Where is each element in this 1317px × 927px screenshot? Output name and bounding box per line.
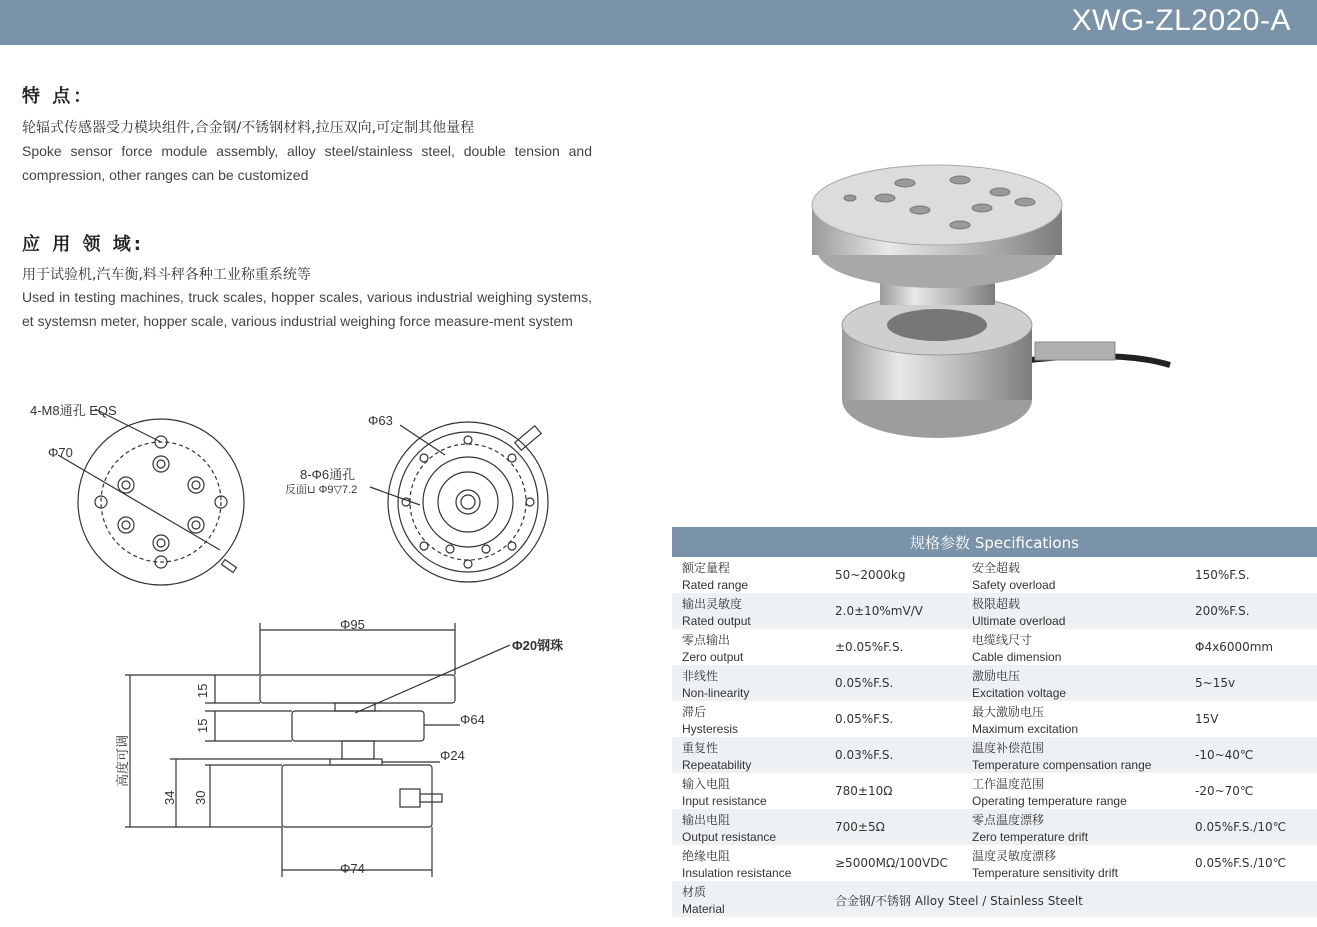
label-d24: Φ24 [440,748,465,763]
param-value: 780±10Ω [835,784,893,798]
param-label [682,812,776,846]
label-ball: Φ20钢珠 [512,638,564,653]
param-name-cn: 安全超载 [972,561,1021,575]
spec-row [672,845,1317,881]
param-value: 700±5Ω [835,820,885,834]
label-holes-2: 反面⊔ Φ9▽7.2 [285,484,358,496]
param-label [682,776,767,810]
param-name-en: Excitation voltage [972,686,1067,700]
param-name-en: Hysteresis [682,722,739,736]
label-15b: 15 [195,718,210,733]
material-value: 合金钢/不锈钢 Alloy Steel / Stainless Steelt [835,894,1083,908]
param-value: ±0.05%F.S. [835,640,904,654]
param-value: 5~15v [1195,676,1236,690]
param-name-en: Maximum excitation [972,722,1079,736]
applications-en: Used in testing machines, truck scales, hopper scales, various industrial weighing systems, et systemsn meter, hopper scale, various industrial weighing force measure-ment system [22,289,592,329]
param-name-en: Rated range [682,578,749,592]
param-name-en: Non-linearity [682,686,750,700]
spec-row [672,701,1317,737]
material-label-en: Material [682,902,725,916]
param-name-cn: 滞后 [682,705,707,719]
param-value: 2.0±10%mV/V [835,604,923,618]
features-en: Spoke sensor force module assembly, alloy steel/stainless steel, double tension and compression, other ranges can be customized [22,143,592,183]
param-name-en: Safety overload [972,578,1056,592]
label-d70: Φ70 [48,445,73,460]
param-name-en: Output resistance [682,830,777,844]
param-label [972,812,1088,846]
param-value: 50~2000kg [835,568,906,582]
param-value: 150%F.S. [1195,568,1250,582]
param-name-cn: 电缆线尺寸 [972,633,1033,647]
param-name-en: Input resistance [682,794,767,808]
label-m8: 4-M8通孔 EQS [30,403,117,418]
param-value: 0.05%F.S./10℃ [1195,856,1287,870]
param-value: 200%F.S. [1195,604,1250,618]
param-name-cn: 温度补偿范围 [972,741,1045,755]
label-holes-1: 8-Φ6通孔 [300,467,356,482]
param-name-cn: 非线性 [682,669,719,683]
param-label [682,632,743,666]
label-34: 34 [162,790,177,805]
param-label [972,740,1151,774]
param-name-cn: 激励电压 [972,669,1021,683]
applications-heading: 应 用 领 域: [22,234,144,255]
features-cn: 轮辐式传感器受力模块组件,合金钢/不锈钢材料,拉压双向,可定制其他量程 [22,120,475,136]
param-name-cn: 输出灵敏度 [682,597,743,611]
param-name-en: Zero temperature drift [972,830,1089,844]
param-value: 15V [1195,712,1219,726]
spec-row [672,557,1317,593]
param-name-en: Temperature compensation range [972,758,1152,772]
param-name-en: Repeatability [682,758,752,772]
param-value: Φ4x6000mm [1195,640,1274,654]
technical-drawing [0,395,640,925]
param-name-cn: 极限超载 [972,597,1021,611]
param-name-en: Temperature sensitivity drift [972,866,1119,880]
param-label [972,668,1066,702]
spec-row [672,809,1317,845]
spec-title: 规格参数 Specifications [672,527,1317,557]
param-name-en: Insulation resistance [682,866,792,880]
applications-cn: 用于试验机,汽车衡,料斗秤各种工业称重系统等 [22,267,311,283]
param-label [682,668,749,702]
param-name-cn: 输入电阻 [682,777,731,791]
param-name-en: Zero output [682,650,744,664]
material-row [672,881,1317,917]
param-label [972,560,1055,594]
param-name-cn: 绝缘电阻 [682,849,731,863]
param-value: -20~70℃ [1195,784,1254,798]
label-height-adjustable: 高度可调 [115,734,130,787]
param-name-en: Cable dimension [972,650,1062,664]
param-name-cn: 零点输出 [682,633,731,647]
param-name-cn: 额定量程 [682,561,731,575]
param-value: 0.05%F.S. [835,676,894,690]
param-label [972,596,1065,630]
param-name-cn: 温度灵敏度漂移 [972,849,1057,863]
product-photo [790,150,1190,450]
param-value: -10~40℃ [1195,748,1254,762]
label-d64: Φ64 [460,712,485,727]
label-d95: Φ95 [340,617,365,632]
param-name-cn: 输出电阻 [682,813,731,827]
param-label [682,704,738,738]
spec-row [672,629,1317,665]
param-label [682,740,751,774]
param-label [972,776,1127,810]
param-name-en: Operating temperature range [972,794,1127,808]
param-value: 0.03%F.S. [835,748,894,762]
param-name-cn: 工作温度范围 [972,777,1045,791]
material-label-cn: 材质 [682,885,707,899]
param-name-en: Rated output [682,614,751,628]
param-label [972,848,1118,882]
label-d63: Φ63 [368,413,393,428]
label-15a: 15 [195,683,210,698]
label-30: 30 [193,790,208,805]
param-label [682,596,751,630]
param-label [682,560,748,594]
label-d74: Φ74 [340,861,365,876]
param-value: ≥5000MΩ/100VDC [835,856,948,870]
param-name-en: Ultimate overload [972,614,1066,628]
model-title: XWG-ZL2020-A [1071,4,1291,37]
param-label [682,848,791,882]
spec-row [672,665,1317,701]
spec-row [672,773,1317,809]
param-value: 0.05%F.S. [835,712,894,726]
param-value: 0.05%F.S./10℃ [1195,820,1287,834]
param-label [972,704,1078,738]
param-label [972,632,1061,666]
param-name-cn: 重复性 [682,741,719,755]
param-name-cn: 零点温度漂移 [972,813,1045,827]
spec-table [672,527,1317,917]
features-heading: 特 点： [22,86,95,107]
param-name-cn: 最大激励电压 [972,705,1045,719]
spec-row [672,593,1317,629]
page-header [0,0,1317,45]
spec-row [672,737,1317,773]
